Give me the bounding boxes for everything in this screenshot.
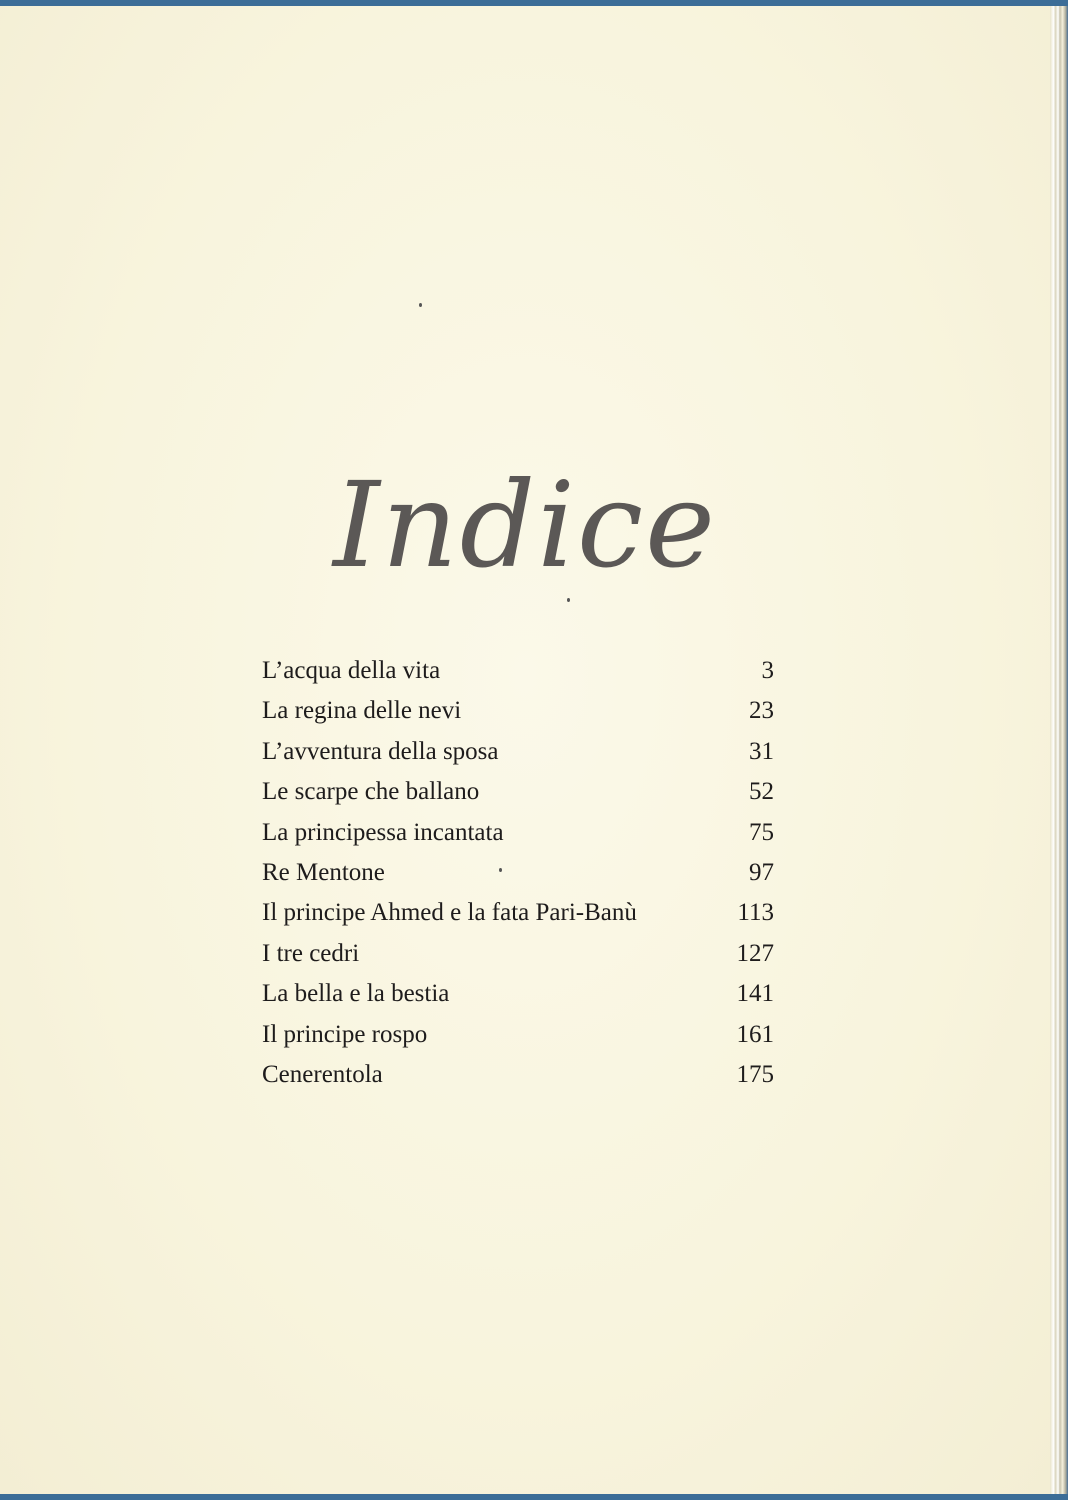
toc-entry-page: 23: [749, 697, 774, 725]
toc-entry-title: La bella e la bestia: [262, 980, 450, 1008]
toc-entry: [262, 772, 774, 812]
toc-entry-page: 97: [749, 858, 774, 886]
toc-entry-page: 75: [749, 818, 774, 846]
ink-speck: [419, 303, 422, 307]
table-of-contents: [262, 651, 774, 1095]
toc-entry-title: La regina delle nevi: [262, 697, 462, 725]
toc-entry-title: I tre cedri: [262, 939, 360, 967]
toc-entry-page: 175: [736, 1060, 774, 1088]
book-page: [0, 6, 1050, 1494]
ink-speck: [567, 598, 570, 602]
toc-entry: [262, 732, 774, 772]
toc-entry: [262, 1015, 774, 1055]
toc-entry-page: 31: [749, 737, 774, 765]
toc-entry: [262, 893, 774, 933]
toc-entry: [262, 651, 774, 691]
toc-entry-title: L’acqua della vita: [262, 657, 441, 684]
toc-entry: [262, 813, 774, 853]
toc-entry-title: L’avventura della sposa: [262, 737, 499, 765]
toc-entry-page: 161: [736, 1020, 774, 1048]
toc-entry-title: La principessa incantata: [262, 818, 504, 846]
toc-entry-page: 52: [749, 778, 774, 806]
toc-entry: [262, 1055, 774, 1095]
toc-entry-title: Il principe Ahmed e la fata Pari-Banù: [262, 899, 637, 927]
toc-entry: [262, 853, 774, 893]
toc-entry-page: 113: [737, 899, 774, 927]
toc-entry-title: Cenerentola: [262, 1060, 383, 1088]
toc-entry-title: Il principe rospo: [262, 1020, 428, 1048]
toc-entry-title: Re Mentone: [262, 858, 385, 886]
toc-entry: [262, 974, 774, 1014]
toc-entry: [262, 691, 774, 731]
page-stack-edge: [1050, 6, 1068, 1494]
toc-entry: [262, 934, 774, 974]
toc-entry-page: 127: [736, 939, 774, 967]
page-title: Indice: [333, 456, 717, 594]
toc-entry-page: 3: [761, 657, 774, 684]
toc-entry-title: Le scarpe che ballano: [262, 778, 480, 806]
toc-entry-page: 141: [736, 980, 774, 1008]
